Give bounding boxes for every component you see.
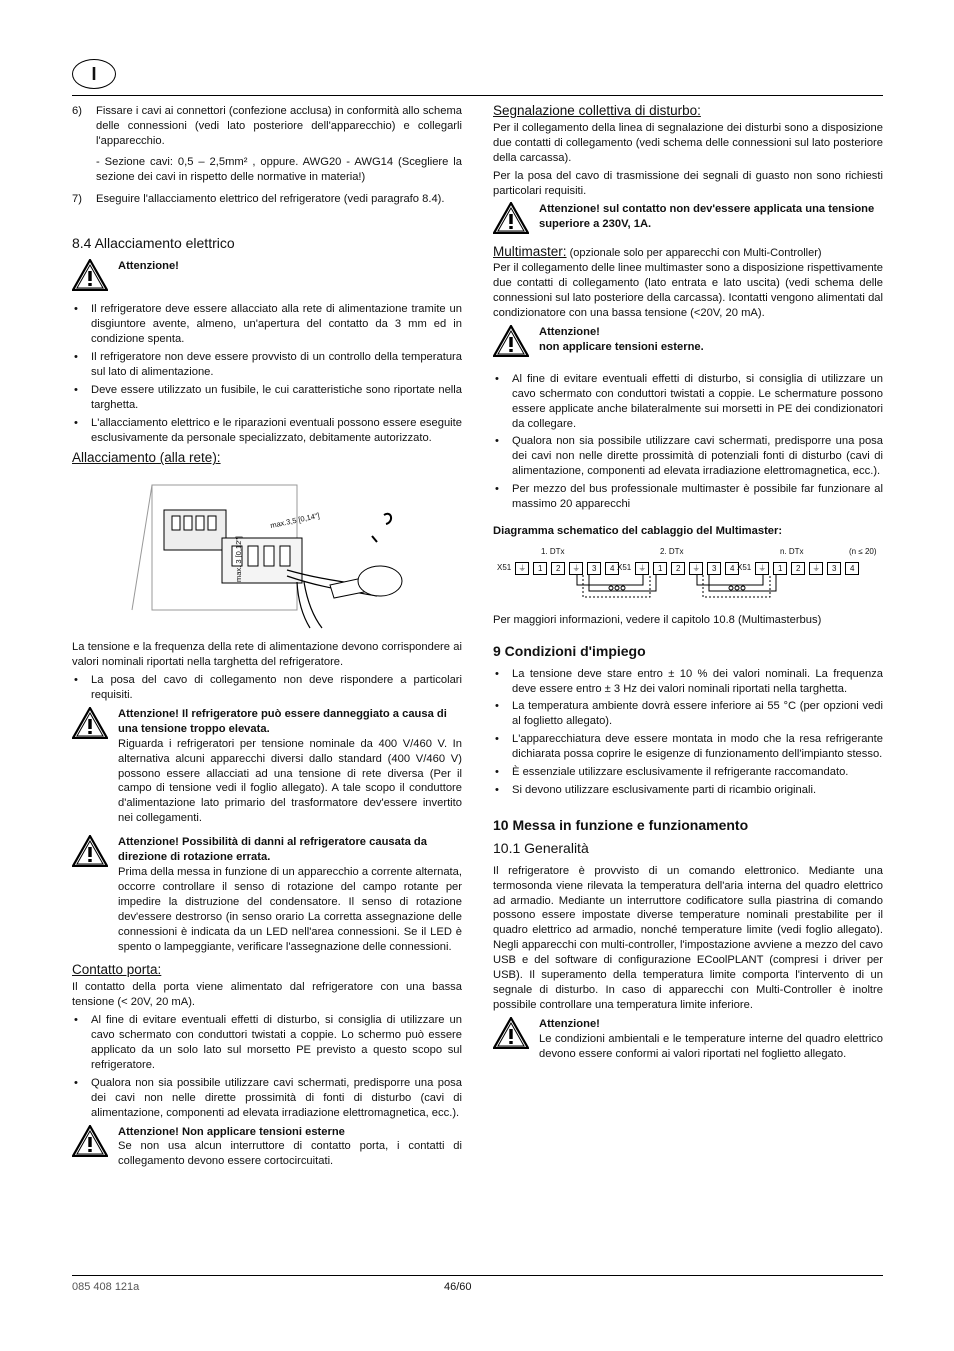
pin: 4 <box>605 562 619 575</box>
list-item: • Il refrigeratore deve essere allacciato alla rete di alimentazione tramite un disgiuntore avente, almeno, un'apertura del contatto da 3 mm ed in condizione spenta. <box>72 302 462 347</box>
list-item: • L'apparecchiatura deve essere montata in modo che la resa refrigerante dichiarata possa coprire le esigenze di funzionamento dell'impianto stesso. <box>493 732 883 762</box>
step-6 <box>72 104 462 188</box>
warning-text: Prima della messa in funzione di un apparecchio a corrente alternata, occorre controllare il senso di rotazione del campo rotante per impedire la distruzione del condensatore. Il senso di rotazione dev'essere destrorso (in senso orario La corretta assegnazione delle connessioni è indicata da un LED nell'area connessioni. Se il LED è spento o lampeggiante, verificare l'assegnazione delle connessioni. <box>118 866 462 953</box>
paragraph: Per il collegamento della linea di segnalazione dei disturbi sono a disposizione due contatti di collegamento (vedi schema delle connessioni sul lato posteriore della carcassa). <box>493 121 883 164</box>
unit-label: n. DTx <box>780 546 804 556</box>
list-item: • Deve essere utilizzato un fusibile, le cui caratteristiche sono riportate nella targhetta. <box>72 383 462 413</box>
warning-icon <box>493 202 539 239</box>
warning-icon <box>493 325 539 362</box>
conditions-list <box>493 667 883 798</box>
page-number: 46/60 <box>444 1281 472 1293</box>
warning-text: Le condizioni ambientali e le temperature interne del quadro elettrico devono essere conformi ai valori riportati nel foglietto allegato. <box>539 1032 883 1060</box>
warning-block <box>493 202 883 239</box>
paragraph: La tensione e la frequenza della rete di alimentazione devono corrispondere ai valori nominali riportati nella targhetta del refrigeratore. <box>72 641 462 669</box>
pin: 2 <box>791 562 805 575</box>
list-item: • La tensione deve stare entro ± 10 % dei valori nominali. La frequenza deve essere entro ± 3 Hz dei valori nominali riportati nella targhetta. <box>493 667 883 697</box>
warning-block <box>72 707 462 829</box>
step-7 <box>72 192 462 207</box>
list-item: • Qualora non sia possibile utilizzare cavi schermati, predisporre una posa dei cavi non nelle dirette prossimità di fonti di disturbo (cavi di alimentazione, componenti ad elevata irradiazione elettromagnetica, ecc.). <box>72 1076 462 1121</box>
list-item: • È essenziale utilizzare esclusivamente il refrigerante raccomandato. <box>493 765 883 780</box>
step-note: - Sezione cavi: 0,5 – 2,5mm² , oppure. AWG20 - AWG14 (Scegliere la sezione dei cavi in rispetto delle normative in materia!) <box>96 155 462 183</box>
warning-title: Attenzione! sul contatto non dev'essere applicata una tensione superiore a 230V, 1A. <box>539 203 875 231</box>
pin: 4 <box>725 562 739 575</box>
unit-label: 2. DTx <box>660 546 684 556</box>
warning-title: Attenzione! <box>539 325 600 338</box>
door-contact-list <box>72 1013 462 1120</box>
left-column <box>72 104 462 1178</box>
warning-title: Attenzione! <box>539 1017 600 1030</box>
pin: 1 <box>653 562 667 575</box>
warning-text: non applicare tensioni esterne. <box>539 340 704 353</box>
warning-block <box>72 835 462 957</box>
pin: 1 <box>773 562 787 575</box>
warning-block <box>72 259 462 296</box>
pin: 4 <box>845 562 859 575</box>
header-rule <box>72 95 883 96</box>
multimaster-wiring-diagram <box>493 545 883 605</box>
connector-figure <box>72 470 462 630</box>
unit-limit: (n ≤ 20) <box>849 546 877 556</box>
pin: 3 <box>707 562 721 575</box>
section-heading-10: 10 Messa in funzione e funzionamento <box>493 816 749 833</box>
connector-x51 <box>497 561 619 576</box>
warning-text: Se non usa alcun interruttore di contatto porta, i contatti di collegamento devono essere cortocircuitati. <box>118 1140 462 1168</box>
language-mark: I <box>91 63 97 84</box>
connector-x51 <box>617 561 739 576</box>
terminal-block-illustration <box>72 470 462 630</box>
step-number: 7) <box>72 192 82 205</box>
warning-icon <box>493 1017 539 1065</box>
paragraph: Per la posa del cavo di trasmissione dei segnali di guasto non sono richiesti particolari requisiti. <box>493 169 883 197</box>
ground-pin: ⏚ <box>515 562 529 575</box>
warning-icon <box>72 707 118 829</box>
pin: 3 <box>587 562 601 575</box>
warning-block <box>493 1017 883 1065</box>
section-heading-9: 9 Condizioni d'impiego <box>493 642 646 659</box>
connector-label: X51 <box>737 562 752 572</box>
list-item: • Al fine di evitare eventuali effetti di disturbo, si consiglia di utilizzare un cavo schermato con conduttori twistati a coppie. Le schermature possono essere applicate anche bilateralmente sui morsetti in PE dei condizionatori da collegare. <box>493 372 883 432</box>
ground-pin: ⏚ <box>755 562 769 575</box>
language-badge <box>72 59 116 89</box>
connector-label: X51 <box>617 562 632 572</box>
multimaster-heading <box>493 245 883 261</box>
connector-x51 <box>737 561 859 576</box>
ground-pin: ⏚ <box>569 562 583 575</box>
pin: 3 <box>827 562 841 575</box>
bus-wiring-lines <box>493 575 883 603</box>
connector-label: X51 <box>497 562 512 572</box>
multimaster-list <box>493 372 883 512</box>
list-item: • La temperatura ambiente dovrà essere inferiore ai 55 °C (per opzioni vedi al foglietto allegato). <box>493 699 883 729</box>
list-item: • Al fine di evitare eventuali effetti di disturbo, si consiglia di utilizzare un cavo schermato con conduttori twistati a coppie. Lo schermo può essere applicato da un solo lato sul morsetto PE previsto a questo scopo sul refrigeratore. <box>72 1013 462 1073</box>
dimension-label: max. 3 [0,12"] <box>234 536 243 583</box>
warning-icon <box>72 259 118 296</box>
cable-list <box>72 673 462 703</box>
subheading-allacciamento: Allacciamento (alla rete): <box>72 450 221 466</box>
unit-label: 1. DTx <box>541 546 565 556</box>
dimension-label: max.3,5 [0,14"] <box>269 511 321 531</box>
warning-icon <box>72 835 118 957</box>
list-item: • Per mezzo del bus professionale multimaster è possibile far funzionare al massimo 20 apparecchi <box>493 482 883 512</box>
list-item: • Si devono utilizzare esclusivamente parti di ricambio originali. <box>493 783 883 798</box>
warning-title: Attenzione! <box>118 260 179 273</box>
warning-icon <box>72 1125 118 1173</box>
multimaster-note: (opzionale solo per apparecchi con Multi-Controller) <box>569 247 822 260</box>
diagram-title: Diagramma schematico del cablaggio del Multimaster: <box>493 524 783 537</box>
pin: 1 <box>533 562 547 575</box>
right-column <box>493 104 883 1071</box>
list-item: • Qualora non sia possibile utilizzare cavi schermati, predisporre una posa dei cavi non nelle dirette prossimità di potenziali fonti di disturbo (cavi di alimentazione, componenti ad elevata irradiazione elettromagnetica, ecc.). <box>493 434 883 479</box>
list-item: • La posa del cavo di collegamento non deve rispondere a particolari requisiti. <box>72 673 462 703</box>
paragraph: Il refrigeratore è provvisto di un comando elettronico. Mediante una termosonda viene rilevata la temperatura dell'aria interna del quadro elettrico ad armadio. Mediante un interruttore codificatore sulla piastrina di comando possono essere impostate diverse temperature nominali prestabilite per il quadro elettrico ad armadio, nonché temperature limite (vedi foglio allegato). Negli apparecchi con multi-controller, l'impostazione avviene a mezzo del cavo USB e del software di configurazione ECoolPLANT (compresi i driver per USB). Il superamento della temperatura limite comporta l'intervento di un segnale di disturbo. In caso di apparecchi con Multi-Controller è inoltre possibile controllare una temperatura limite inferiore. <box>493 864 883 1011</box>
list-item: • L'allacciamento elettrico e le riparazioni eventuali possono essere eseguite esclusivamente da personale specializzato, debitamente autorizzato. <box>72 416 462 446</box>
subheading-multimaster: Multimaster: <box>493 244 567 260</box>
document-code: 085 408 121a <box>72 1281 140 1293</box>
ground-pin: ⏚ <box>689 562 703 575</box>
warning-text: Riguarda i refrigeratori per tensione nominale da 400 V/460 V. In alternativa alcuni apparecchi diversi dallo standard (400 V/460 V) possono essere allacciati ad una tensione di rete diversa (Per il campo di tensione vedi il foglio allegato). A tale scopo il conduttore d'alimentazione lato primario del trasformatore dev'essere invertito nei collegamenti. <box>118 737 462 825</box>
step-text: Eseguire l'allacciamento elettrico del refrigeratore (vedi paragrafo 8.4). <box>96 192 445 205</box>
subheading-segnalazione: Segnalazione collettiva di disturbo: <box>493 103 701 118</box>
pin: 2 <box>551 562 565 575</box>
section-heading-10-1: 10.1 Generalità <box>493 839 589 856</box>
paragraph: Per il collegamento delle linee multimaster sono a disposizione rispettivamente due contatti di collegamento (lato entrata e lato uscita) (vedi schema delle connessioni sul lato posteriore della carcassa). Icontatti vengono alimentati dal condizionatore con una bassa tensione (<20V, 20 mA). <box>493 262 883 319</box>
warning-block <box>493 325 883 362</box>
ground-pin: ⏚ <box>809 562 823 575</box>
footer-rule <box>72 1275 883 1276</box>
warning-title: Attenzione! Non applicare tensioni esterne <box>118 1125 345 1138</box>
section-heading-8-4: 8.4 Allacciamento elettrico <box>72 235 235 252</box>
subheading-contatto-porta: Contatto porta: <box>72 962 162 978</box>
list-item: • Il refrigeratore non deve essere provvisto di un controllo della temperatura sul lato di alimentazione. <box>72 350 462 380</box>
paragraph: Per maggiori informazioni, vedere il capitolo 10.8 (Multimasterbus) <box>493 613 822 626</box>
paragraph: Il contatto della porta viene alimentato dal refrigeratore con una bassa tensione (< 20V, 20 mA). <box>72 981 462 1009</box>
ground-pin: ⏚ <box>635 562 649 575</box>
warning-block <box>72 1125 462 1173</box>
step-number: 6) <box>72 105 82 117</box>
step-text: Fissare i cavi ai connettori (confezione acclusa) in conformità allo schema delle connessioni (vedi lato posteriore dell'apparecchio) e collegarli l'apparecchio. <box>96 105 462 147</box>
requirements-list <box>72 302 462 445</box>
pin: 2 <box>671 562 685 575</box>
warning-title: Attenzione! Possibilità di danni al refrigeratore causata da direzione di rotazione errata. <box>118 836 427 864</box>
warning-title: Attenzione! Il refrigeratore può essere danneggiato a causa di una tensione troppo elevata. <box>118 707 447 735</box>
